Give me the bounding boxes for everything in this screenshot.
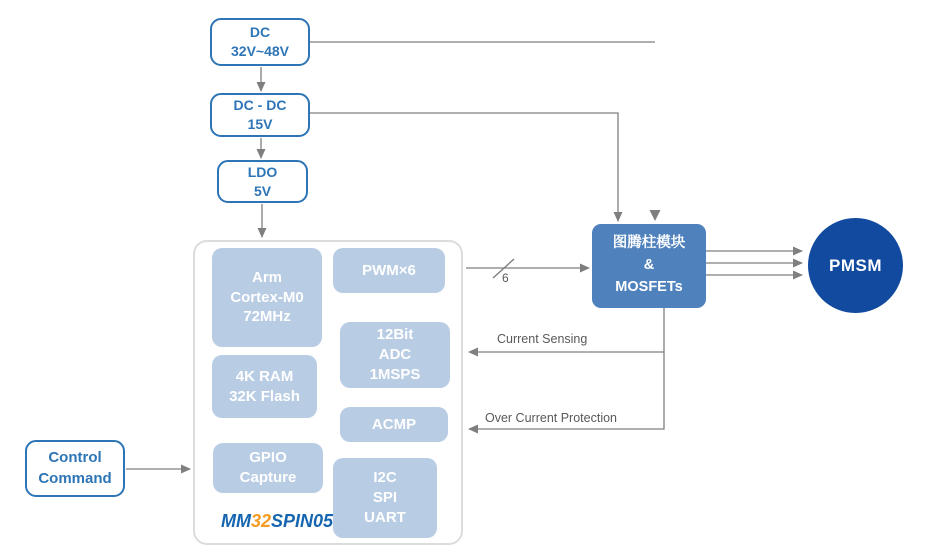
core-line3: 72MHz — [243, 308, 291, 326]
memory-line2: 32K Flash — [229, 387, 300, 405]
power-stage-line1: 图腾柱模块 — [612, 235, 686, 252]
dcdc-converter-box — [210, 93, 310, 137]
comm-line3: UART — [364, 508, 406, 526]
adc-line1: 12Bit — [376, 326, 414, 344]
bus-width-label: 6 — [502, 271, 509, 285]
over-current-protection-label: Over Current Protection — [485, 411, 617, 425]
dc-input-line1: DC — [249, 24, 271, 41]
mcu-adc-block — [340, 322, 450, 388]
control-command-box — [25, 440, 125, 497]
mcu-core-block — [212, 248, 322, 347]
pmsm-motor-circle — [808, 218, 903, 313]
gpio-line1: GPIO — [249, 449, 287, 467]
logo-32: 32 — [251, 511, 272, 531]
acmp-line1: ACMP — [371, 415, 417, 433]
mcu-comm-block — [333, 458, 437, 538]
pwm-line1: PWM×6 — [362, 261, 416, 279]
mcu-gpio-block — [213, 443, 323, 493]
dc-input-box — [210, 18, 310, 66]
mm32spin05-logo — [221, 511, 333, 532]
ldo-line1: LDO — [247, 163, 278, 180]
dcdc-line2: 15V — [247, 116, 273, 132]
control-command-line1: Control — [48, 449, 102, 467]
power-stage-box — [592, 224, 706, 308]
adc-line2: ADC — [378, 346, 412, 364]
ldo-box — [217, 160, 308, 203]
memory-line1: 4K RAM — [235, 367, 294, 385]
ldo-line2: 5V — [253, 182, 272, 199]
pmsm-label: PMSM — [829, 255, 882, 275]
power-stage-line3: MOSFETs — [615, 278, 683, 295]
gpio-line2: Capture — [239, 469, 297, 486]
wire-dcdc-to-powerstage — [310, 113, 618, 221]
arrowhead-dcin-to-powerstage — [650, 210, 661, 221]
control-command-line2: Command — [38, 469, 112, 487]
dc-input-line2: 32V~48V — [231, 43, 289, 59]
comm-line1: I2C — [373, 469, 397, 487]
mcu-memory-block — [212, 355, 317, 418]
current-sensing-label: Current Sensing — [497, 332, 588, 346]
adc-line3: 1MSPS — [369, 365, 421, 383]
mcu-pwm-block — [333, 248, 445, 293]
dcdc-line1: DC - DC — [233, 97, 287, 114]
logo-spin05: SPIN05 — [271, 511, 334, 531]
power-stage-line2: & — [643, 257, 655, 274]
logo-mm: MM — [221, 511, 251, 531]
core-line2: Cortex-M0 — [230, 288, 304, 306]
mcu-acmp-block — [340, 407, 448, 442]
comm-line2: SPI — [372, 489, 398, 507]
core-line1: Arm — [251, 268, 282, 286]
